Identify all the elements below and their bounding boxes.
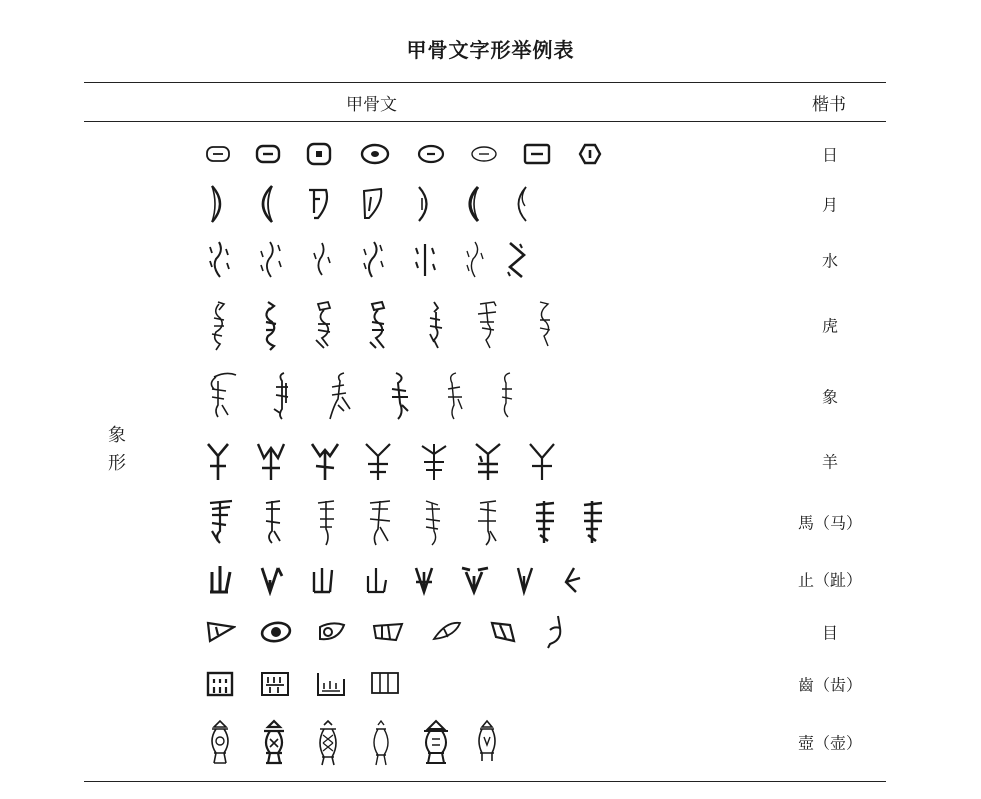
glyph-row-hu-pot (0, 714, 981, 770)
kaishu-char: 月 (821, 195, 838, 215)
glyph-row-mu (0, 610, 981, 654)
pot-oracle-glyph (314, 717, 342, 767)
sheep-oracle-glyph (364, 440, 392, 482)
glyph-row-xiang (0, 366, 981, 426)
foot-oracle-glyph (206, 562, 232, 596)
eye-oracle-glyph (206, 619, 236, 645)
tiger-oracle-glyph (310, 298, 338, 352)
sheep-oracle-glyph (528, 440, 556, 482)
tiger-oracle-glyph (424, 298, 448, 352)
elephant-oracle-glyph (270, 369, 296, 423)
teeth-oracle-glyph (206, 669, 234, 699)
kaishu-char: 馬（马） (797, 513, 862, 533)
eye-oracle-glyph (372, 620, 404, 644)
sun-oracle-glyph (523, 143, 551, 165)
horse-oracle-glyph (580, 497, 606, 547)
foot-oracle-glyph (560, 562, 584, 596)
kaishu-char: 日 (821, 145, 838, 165)
elephant-oracle-glyph (386, 369, 414, 423)
horse-oracle-glyph (260, 497, 286, 547)
glyph-row-ri (0, 136, 981, 172)
elephant-oracle-glyph (324, 369, 354, 423)
horse-oracle-glyph (366, 497, 394, 547)
moon-oracle-glyph (414, 184, 432, 224)
teeth-oracle-glyph (260, 669, 290, 699)
eye-oracle-glyph (260, 619, 292, 645)
glyph-row-yang (0, 436, 981, 486)
header-rule (84, 121, 886, 122)
sheep-oracle-glyph (474, 440, 502, 482)
horse-oracle-glyph (314, 497, 340, 547)
eye-oracle-glyph (544, 614, 566, 650)
sun-oracle-glyph (470, 143, 498, 165)
sheep-oracle-glyph (420, 440, 448, 482)
water-oracle-glyph (206, 239, 232, 281)
glyph-row-zhi (0, 558, 981, 600)
sun-oracle-glyph (360, 142, 390, 166)
elephant-oracle-glyph (204, 369, 238, 423)
sheep-oracle-glyph (310, 440, 340, 482)
pot-oracle-glyph (474, 717, 500, 767)
elephant-oracle-glyph (442, 369, 468, 423)
moon-oracle-glyph (306, 185, 330, 223)
glyph-row-ma (0, 494, 981, 550)
teeth-oracle-glyph (370, 671, 400, 697)
moon-oracle-glyph (361, 185, 385, 223)
header-regular-script: 楷书 (812, 95, 846, 115)
foot-oracle-glyph (310, 562, 336, 596)
glyph-row-shui (0, 236, 981, 284)
glyph-row-chi (0, 662, 981, 706)
sun-oracle-glyph (205, 144, 231, 164)
eye-oracle-glyph (432, 619, 462, 645)
moon-oracle-glyph (513, 184, 531, 224)
glyph-row-hu (0, 296, 981, 354)
tiger-oracle-glyph (364, 298, 392, 352)
pot-oracle-glyph (260, 717, 288, 767)
eye-oracle-glyph (488, 619, 516, 645)
elephant-oracle-glyph (496, 369, 520, 423)
pot-oracle-glyph (206, 717, 234, 767)
kaishu-char: 羊 (821, 452, 838, 472)
pot-oracle-glyph (368, 717, 394, 767)
water-oracle-glyph (258, 239, 284, 281)
pot-oracle-glyph (420, 717, 452, 767)
kaishu-char: 虎 (821, 316, 838, 336)
tiger-oracle-glyph (258, 298, 284, 352)
table-title: 甲骨文字形举例表 (406, 38, 575, 62)
sheep-oracle-glyph (206, 440, 230, 482)
category-char-2: 形 (108, 453, 126, 474)
kaishu-char: 壺（壶） (797, 733, 862, 753)
water-oracle-glyph (412, 240, 438, 280)
teeth-oracle-glyph (316, 669, 346, 699)
foot-oracle-glyph (514, 562, 538, 596)
kaishu-char: 齒（齿） (797, 675, 862, 695)
kaishu-char: 止（趾） (797, 570, 862, 590)
foot-oracle-glyph (412, 562, 438, 596)
horse-oracle-glyph (474, 497, 502, 547)
header-oracle-bone: 甲骨文 (346, 95, 397, 115)
moon-oracle-glyph (206, 183, 226, 225)
sun-oracle-glyph (255, 143, 281, 165)
horse-oracle-glyph (420, 497, 446, 547)
category-char-1: 象 (108, 425, 126, 446)
water-oracle-glyph (310, 239, 334, 281)
sun-oracle-glyph (578, 142, 602, 166)
water-oracle-glyph (463, 239, 487, 281)
sun-oracle-glyph (306, 142, 332, 166)
bottom-rule (84, 781, 886, 782)
glyph-row-yue (0, 180, 981, 228)
foot-oracle-glyph (364, 562, 390, 596)
moon-oracle-glyph (462, 184, 484, 224)
water-oracle-glyph (360, 239, 386, 281)
foot-oracle-glyph (258, 562, 284, 596)
water-oracle-glyph (504, 239, 530, 281)
tiger-oracle-glyph (206, 298, 232, 352)
foot-oracle-glyph (460, 562, 490, 596)
moon-oracle-glyph (256, 183, 278, 225)
kaishu-char: 目 (821, 623, 838, 643)
tiger-oracle-glyph (534, 298, 556, 352)
horse-oracle-glyph (206, 497, 236, 547)
eye-oracle-glyph (316, 619, 346, 645)
sun-oracle-glyph (417, 143, 445, 165)
tiger-oracle-glyph (474, 298, 502, 352)
kaishu-char: 水 (821, 251, 838, 271)
top-rule (84, 82, 886, 83)
sheep-oracle-glyph (256, 440, 286, 482)
kaishu-char: 象 (821, 387, 838, 407)
horse-oracle-glyph (532, 497, 558, 547)
